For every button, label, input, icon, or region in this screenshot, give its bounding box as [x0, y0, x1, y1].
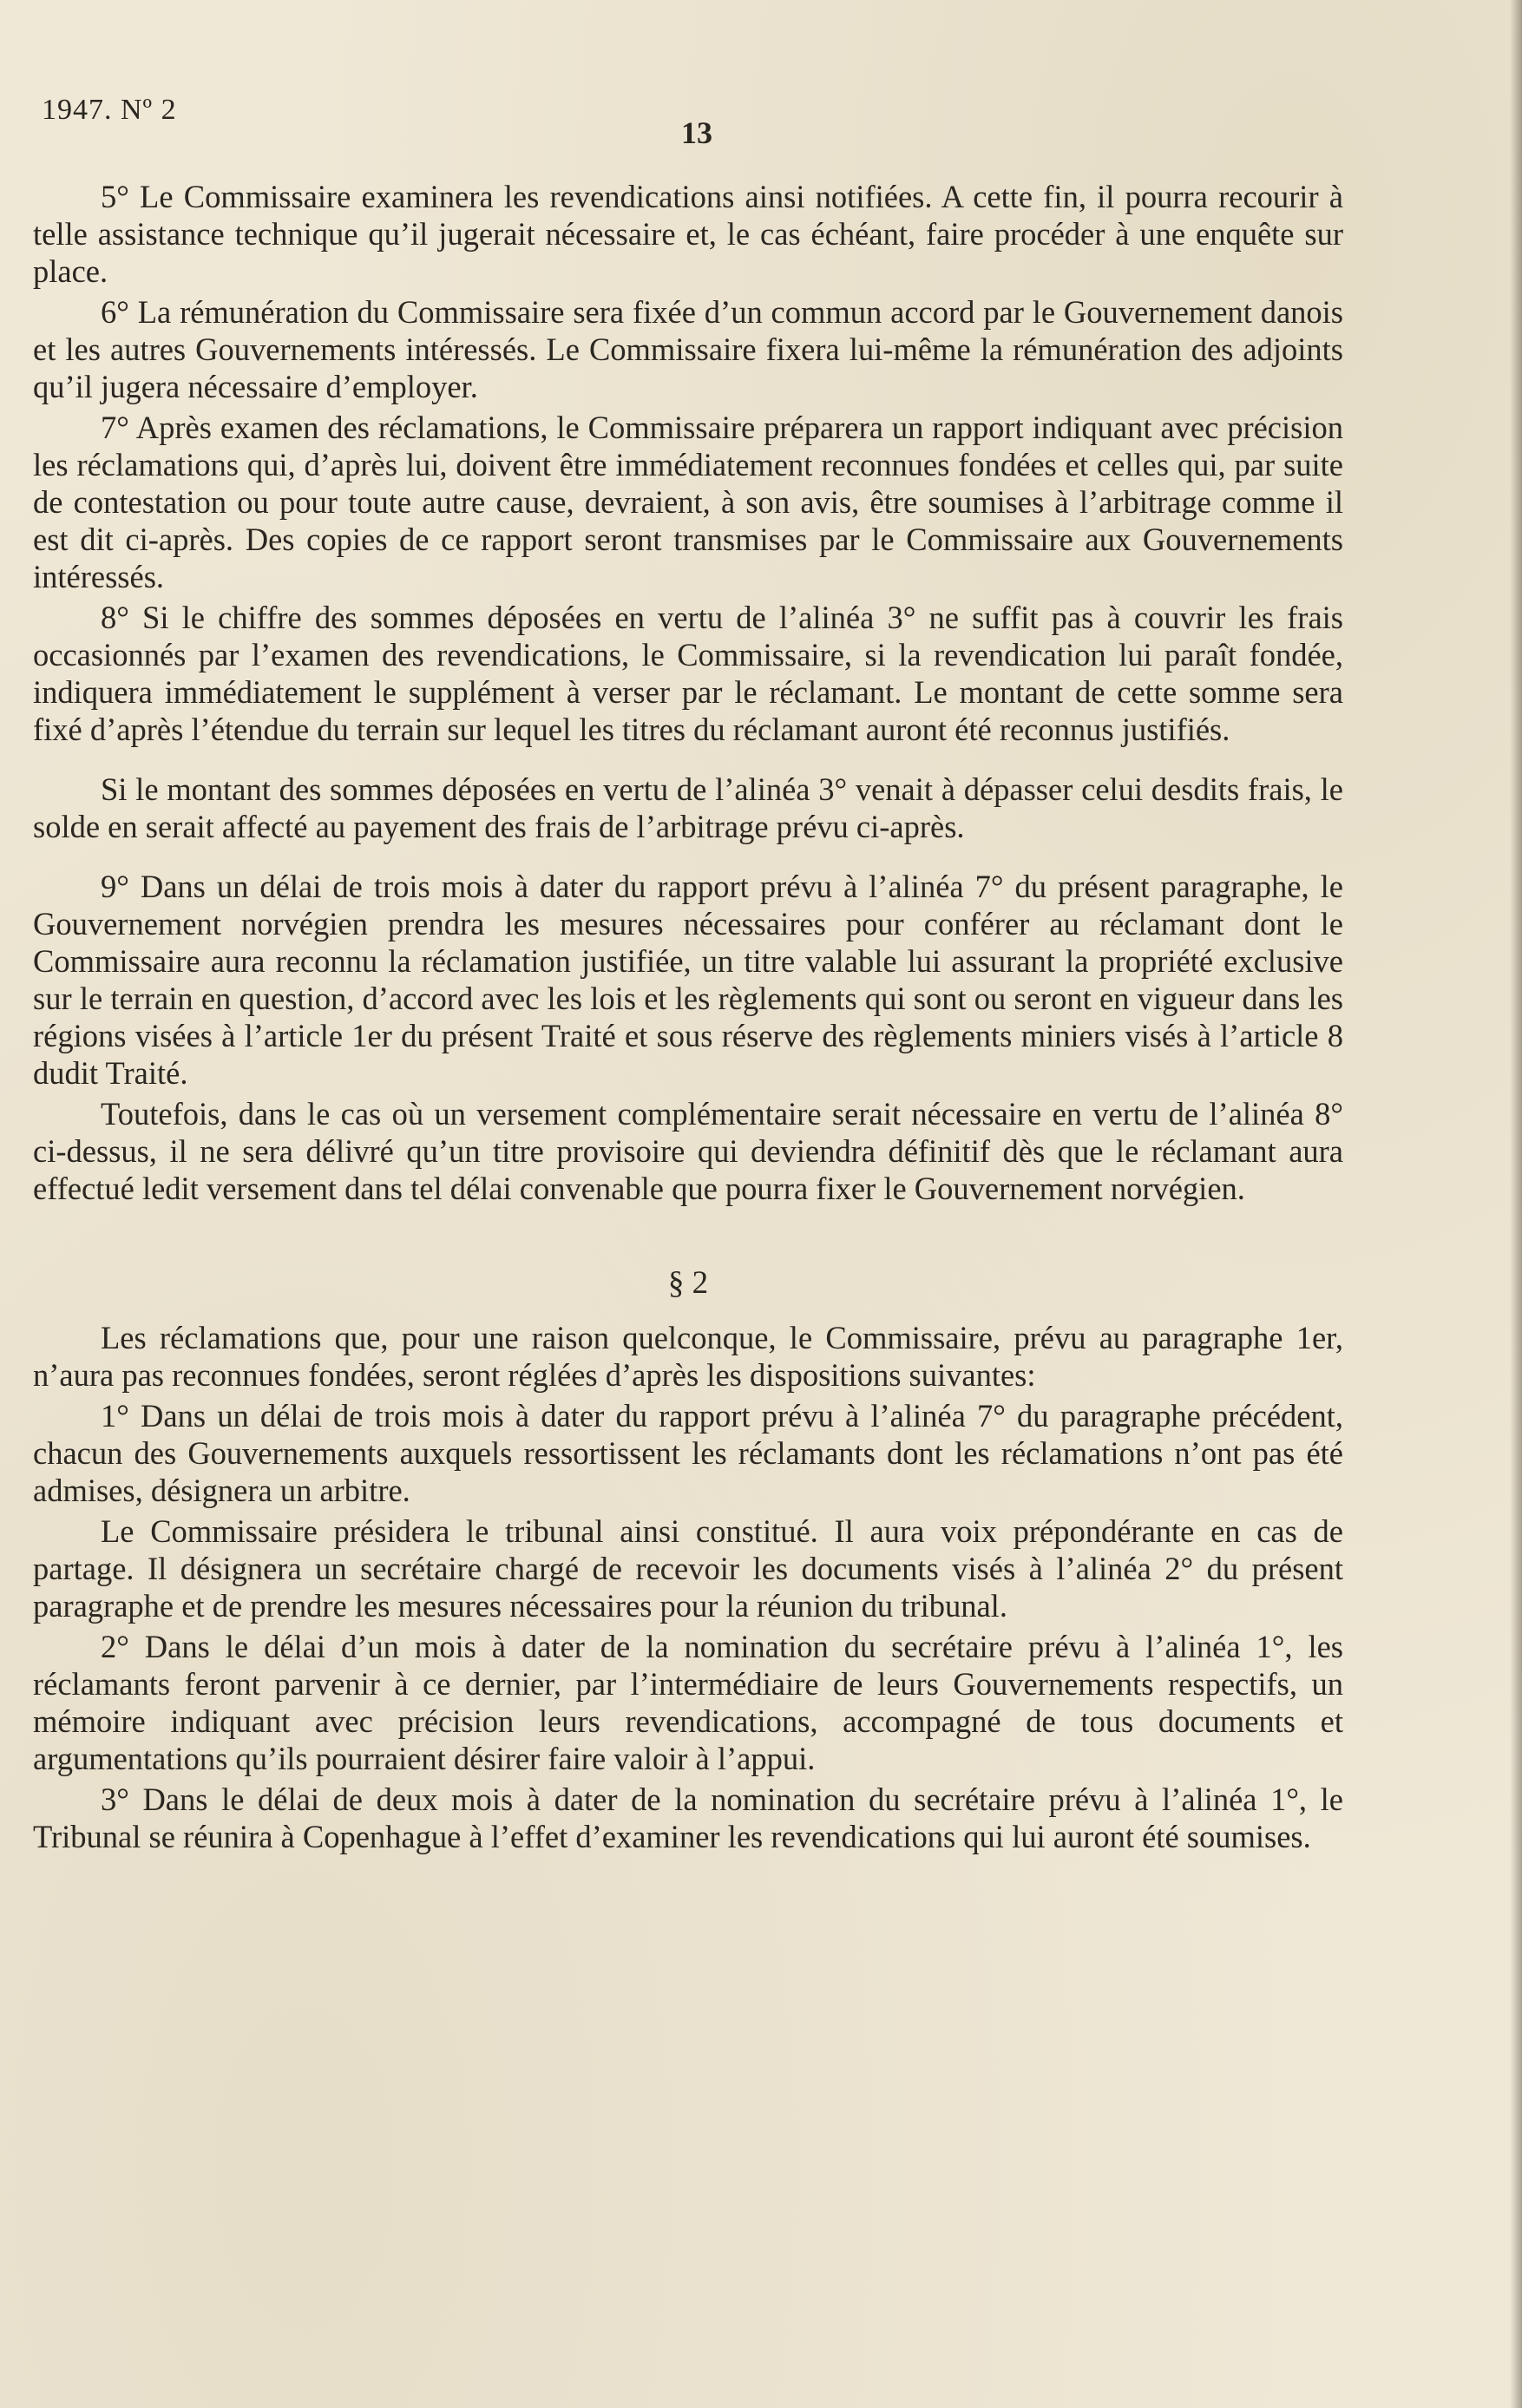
section-title: § 2 — [667, 1265, 709, 1301]
paragraph: 7° Après examen des réclamations, le Commissaire préparera un rapport indiquant avec précision les réclamations qui, d’après lui, doivent être immédiatement reconnues fondées et celles qui, par suite de contestation ou pour toute autre cause, devraient, à son avis, être soumises à l’arbitrage comme il est dit ci-après. Des copies de ce rapport seront transmises par le Commissaire aux Gouvernements intéressés. — [33, 410, 1343, 594]
paragraph: 8° Si le chiffre des sommes déposées en vertu de l’alinéa 3° ne suffit pas à couvrir les frais occasionnés par l’examen des revendications, le Commissaire, si la revendication lui paraît fondée, indiquera immédiatement le supplément à verser par le réclamant. Le montant de cette somme sera fixé d’après l’étendue du terrain sur lequel les titres du réclamant auront été reconnus justifiés. — [33, 600, 1343, 747]
paragraph: 1° Dans un délai de trois mois à dater du rapport prévu à l’alinéa 7° du paragraphe précédent, chacun des Gouvernements auxquels ressortissent les réclamants dont les réclamations n’ont pas été admises, désignera un arbitre. — [33, 1398, 1343, 1508]
year-number: 1947. Nº 2 — [42, 94, 177, 126]
paragraph: 3° Dans le délai de deux mois à dater de la nomination du secrétaire prévu à l’alinéa 1°, le Tribunal se réunira à Copenhague à l’effet d’examiner les revendications qui lui auront été soumises. — [33, 1781, 1343, 1854]
page-header — [42, 94, 1352, 150]
paragraph: Toutefois, dans le cas où un versement complémentaire serait nécessaire en vertu de l’alinéa 8° ci-dessus, il ne sera délivré qu’un titre provisoire qui deviendra définitif dès que le réclamant aura effectué ledit versement dans tel délai convenable que pourra fixer le Gouvernement norvégien. — [33, 1096, 1343, 1206]
paragraph: 5° Le Commissaire examinera les revendications ainsi notifiées. A cette fin, il pourra recourir à telle assistance technique qu’il jugerait nécessaire et, le cas échéant, faire procéder à une enquête sur place. — [33, 179, 1343, 289]
paragraph: 9° Dans un délai de trois mois à dater du rapport prévu à l’alinéa 7° du présent paragraphe, le Gouvernement norvégien prendra les mesures nécessaires pour conférer au réclamant dont le Commissaire aura reconnu la réclamation justifiée, un titre valable lui assurant la propriété exclusive sur le terrain en question, d’accord avec les lois et les règlements qui sont ou seront en vigueur dans les régions visées à l’article 1er du présent Traité et sous réserve des règlements miniers visés à l’article 8 dudit Traité. — [33, 869, 1343, 1091]
document-body — [33, 178, 1343, 1859]
paragraph: Les réclamations que, pour une raison quelconque, le Commissaire, prévu au paragraphe 1er, n’aura pas reconnues fondées, seront réglées d’après les dispositions suivantes: — [33, 1320, 1343, 1393]
page-edge-shadow — [1510, 0, 1522, 2408]
paragraph: Si le montant des sommes déposées en vertu de l’alinéa 3° venait à dépasser celui desdits frais, le solde en serait affecté au payement des frais de l’arbitrage prévu ci-après. — [33, 771, 1343, 844]
page-number: 13 — [681, 115, 712, 150]
paragraph: 2° Dans le délai d’un mois à dater de la nomination du secrétaire prévu à l’alinéa 1°, les réclamants feront parvenir à ce dernier, par l’intermédiaire de leurs Gouvernements respectifs, un mémoire indiquant avec précision leurs revendications, accompagné de tous documents et argumentations qu’ils pourraient désirer faire valoir à l’appui. — [33, 1629, 1343, 1776]
paragraph: Le Commissaire présidera le tribunal ainsi constitué. Il aura voix prépondérante en cas de partage. Il désignera un secrétaire chargé de recevoir les documents visés à l’alinéa 2° du présent paragraphe et de prendre les mesures nécessaires pour la réunion du tribunal. — [33, 1513, 1343, 1624]
paragraph: 6° La rémunération du Commissaire sera fixée d’un commun accord par le Gouvernement danois et les autres Gouvernements intéressés. Le Commissaire fixera lui-même la rémunération des adjoints qu’il jugera nécessaire d’employer. — [33, 294, 1343, 404]
